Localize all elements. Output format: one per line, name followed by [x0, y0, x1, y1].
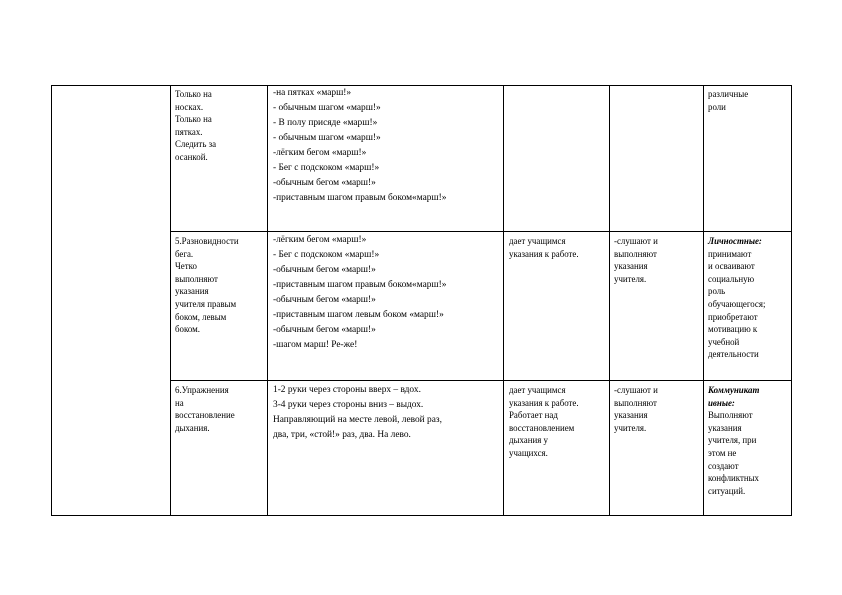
cell-line: учителя, при [708, 435, 757, 446]
cell-line: -обычным бегом «марш!» [273, 178, 376, 188]
teacher-cell [509, 235, 579, 260]
column-divider [267, 85, 268, 516]
students-cell [614, 384, 658, 434]
cell-line: бега. [175, 248, 194, 259]
stage-cell [175, 88, 216, 164]
cell-line: 6.Упражнения [175, 385, 229, 395]
cell-line: Направляющий на месте левой, левой раз, [273, 415, 442, 425]
cell-line: Только на [175, 114, 212, 125]
cell-line: носках. [175, 101, 204, 112]
column-divider [170, 85, 171, 516]
cell-line: восстановление [175, 410, 235, 421]
column-divider [609, 85, 610, 516]
cell-line: ситуаций. [708, 485, 746, 496]
column-divider [791, 85, 792, 516]
content-cell [273, 233, 446, 353]
cell-line: - обычным шагом «марш!» [273, 133, 381, 143]
cell-line: -обычным бегом «марш!» [273, 325, 376, 335]
cell-line: выполняют [614, 397, 657, 408]
cell-line: конфликтных [708, 473, 759, 484]
cell-line: выполняют [175, 273, 218, 284]
cell-line: указания к работе. [509, 248, 579, 259]
cell-line: два, три, «стой!» раз, два. На лево. [273, 430, 411, 440]
cell-line: Четко [175, 261, 197, 272]
cell-line: роль [708, 286, 726, 297]
cell-line: пятках. [175, 126, 203, 137]
uud-cell [708, 88, 748, 113]
column-divider [503, 85, 504, 516]
cell-line: -слушают и [614, 385, 658, 395]
cell-line: дыхания. [175, 422, 210, 433]
cell-line: - обычным шагом «марш!» [273, 103, 381, 113]
uud-title: ивные: [708, 397, 735, 408]
cell-line: выполняют [614, 248, 657, 259]
cell-line: -обычным бегом «марш!» [273, 295, 376, 305]
uud-title: Личностные: [708, 236, 762, 246]
cell-line: 3-4 руки через стороны вниз – выдох. [273, 400, 424, 410]
cell-line: социальную [708, 273, 755, 284]
cell-line: учителя правым [175, 298, 237, 309]
cell-line: дыхания у [509, 435, 548, 446]
cell-line: -лёгким бегом «марш!» [273, 235, 367, 245]
cell-line: учебной [708, 336, 740, 347]
cell-line: осанкой. [175, 151, 208, 162]
column-divider [703, 85, 704, 516]
cell-line: - Бег с подскоком «марш!» [273, 250, 380, 260]
cell-line: - Бег с подскоком «марш!» [273, 163, 380, 173]
cell-line: -приставным шагом правым боком«марш!» [273, 280, 447, 290]
cell-line: указания [175, 286, 209, 297]
cell-line: дает учащимся [509, 236, 566, 246]
cell-line: Только на [175, 89, 212, 99]
cell-line: и осваивают [708, 261, 755, 272]
column-divider [51, 85, 52, 516]
content-cell [273, 86, 446, 206]
cell-line: -слушают и [614, 236, 658, 246]
cell-line: указания к работе. [509, 397, 579, 408]
cell-line: указания [614, 410, 648, 421]
content-cell [273, 383, 442, 443]
cell-line: -лёгким бегом «марш!» [273, 148, 367, 158]
cell-line: дает учащимся [509, 385, 566, 395]
cell-line: указания [614, 261, 648, 272]
row-divider [170, 380, 792, 381]
cell-line: создают [708, 460, 739, 471]
cell-line: боком, левым [175, 311, 227, 322]
cell-line: -обычным бегом «марш!» [273, 265, 376, 275]
cell-line: -на пятках «марш!» [273, 88, 352, 98]
stage-cell [175, 384, 235, 434]
cell-line: указания [708, 422, 742, 433]
cell-line: Следить за [175, 139, 217, 150]
cell-line: -приставным шагом правым боком«марш!» [273, 193, 447, 203]
cell-line: - В полу присяде «марш!» [273, 118, 378, 128]
cell-line: учителя. [614, 422, 647, 433]
row-divider [170, 231, 792, 232]
uud-title: Коммуникат [708, 385, 760, 395]
cell-line: на [175, 397, 184, 408]
cell-line: 1-2 руки через стороны вверх – вдох. [273, 385, 421, 395]
cell-line: боком. [175, 324, 200, 335]
cell-line: 5.Разновидности [175, 236, 239, 246]
cell-line: принимают [708, 248, 752, 259]
cell-line: учащихся. [509, 447, 548, 458]
cell-line: деятельности [708, 349, 759, 360]
cell-line: различные [708, 89, 749, 99]
cell-line: Выполняют [708, 410, 753, 421]
stage-cell [175, 235, 239, 336]
cell-line: восстановлением [509, 422, 575, 433]
cell-line: приобретают [708, 311, 758, 322]
teacher-cell [509, 384, 579, 460]
cell-line: -приставным шагом левым боком «марш!» [273, 310, 444, 320]
cell-line: обучающегося; [708, 298, 766, 309]
cell-line: -шагом марш! Ре-же! [273, 340, 358, 350]
table-border-bottom [51, 515, 792, 516]
cell-line: мотивацию к [708, 324, 758, 335]
uud-cell [708, 235, 765, 361]
uud-cell [708, 384, 759, 497]
cell-line: Работает над [509, 410, 558, 421]
cell-line: учителя. [614, 273, 647, 284]
cell-line: роли [708, 101, 726, 112]
students-cell [614, 235, 658, 285]
cell-line: этом не [708, 447, 737, 458]
